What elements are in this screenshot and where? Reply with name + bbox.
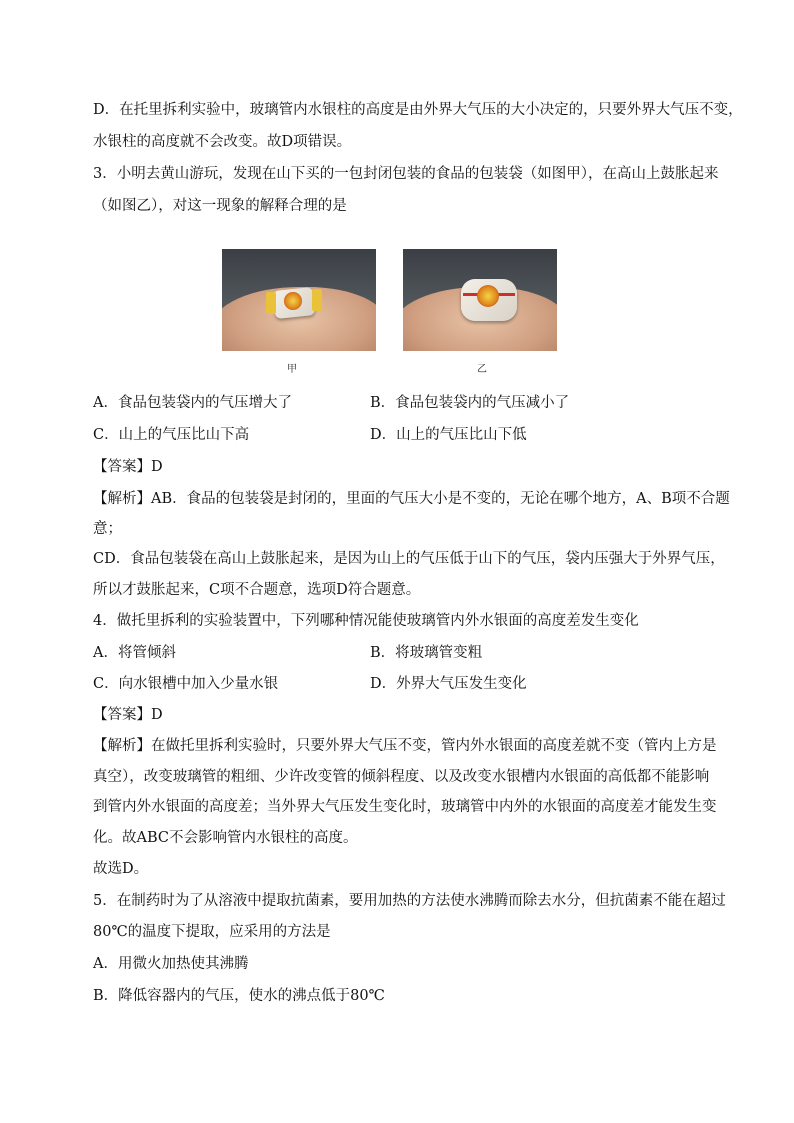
- question-3-stem: （如图乙），对这一现象的解释合理的是: [93, 198, 347, 214]
- q4-option-d: D．外界大气压发生变化: [370, 676, 527, 692]
- q3-explanation: 意；: [93, 521, 122, 537]
- question-4-stem: 4．做托里拆利的实验装置中，下列哪种情况能使玻璃管内外水银面的高度差发生变化: [93, 613, 639, 629]
- q3-explanation: CD．食品包装袋在高山上鼓胀起来，是因为山上的气压低于山下的气压，袋内压强大于外界气压，: [93, 551, 725, 567]
- q4-explanation: 化。故ABC不会影响管内水银柱的高度。: [93, 830, 358, 846]
- q4-option-b: B．将玻璃管变粗: [370, 645, 483, 661]
- q3-explanation: 【解析】AB．食品的包装袋是封闭的，里面的气压大小是不变的，无论在哪个地方，A、B项不合题: [93, 491, 730, 507]
- q4-explanation: 故选D。: [93, 861, 149, 877]
- q4-explanation: 到管内外水银面的高度差；当外界大气压发生变化时，玻璃管中内外的水银面的高度差才能发生变: [93, 799, 717, 815]
- photo-package-after: [403, 249, 557, 351]
- q4-option-a: A．将管倾斜: [93, 645, 176, 661]
- question-5-stem: 80℃的温度下提取，应采用的方法是: [93, 924, 331, 940]
- figure-caption-jia: 甲: [287, 364, 297, 375]
- q4-option-c: C．向水银槽中加入少量水银: [93, 676, 279, 692]
- text-line: D．在托里拆利实验中，玻璃管内水银柱的高度是由外界大气压的大小决定的，只要外界大气压不变，: [93, 102, 743, 118]
- figure-caption-yi: 乙: [477, 364, 487, 375]
- q5-option-a: A．用微火加热使其沸腾: [93, 956, 249, 972]
- q3-option-a: A．食品包装袋内的气压增大了: [93, 395, 292, 411]
- q5-option-b: B．降低容器内的气压，使水的沸点低于80℃: [93, 988, 385, 1004]
- q3-option-d: D．山上的气压比山下低: [370, 427, 527, 443]
- photo-package-before: [222, 249, 376, 351]
- text-line: 水银柱的高度就不会改变。故D项错误。: [93, 134, 352, 150]
- q3-explanation: 所以才鼓胀起来，C项不合题意，选项D符合题意。: [93, 582, 421, 598]
- q3-option-b: B．食品包装袋内的气压减小了: [370, 395, 570, 411]
- q3-option-c: C．山上的气压比山下高: [93, 427, 250, 443]
- question-5-stem: 5．在制药时为了从溶液中提取抗菌素，要用加热的方法使水沸腾而除去水分，但抗菌素不能在超过: [93, 893, 726, 909]
- q3-answer: 【答案】D: [93, 459, 163, 475]
- question-3-stem: 3．小明去黄山游玩，发现在山下买的一包封闭包装的食品的包装袋（如图甲），在高山上鼓胀起来: [93, 166, 719, 182]
- q4-explanation: 【解析】在做托里拆利实验时，只要外界大气压不变，管内外水银面的高度差就不变（管内上方是: [93, 738, 717, 754]
- q4-explanation: 真空），改变玻璃管的粗细、少许改变管的倾斜程度、以及改变水银槽内水银面的高低都不能影响: [93, 769, 710, 785]
- q4-answer: 【答案】D: [93, 707, 163, 723]
